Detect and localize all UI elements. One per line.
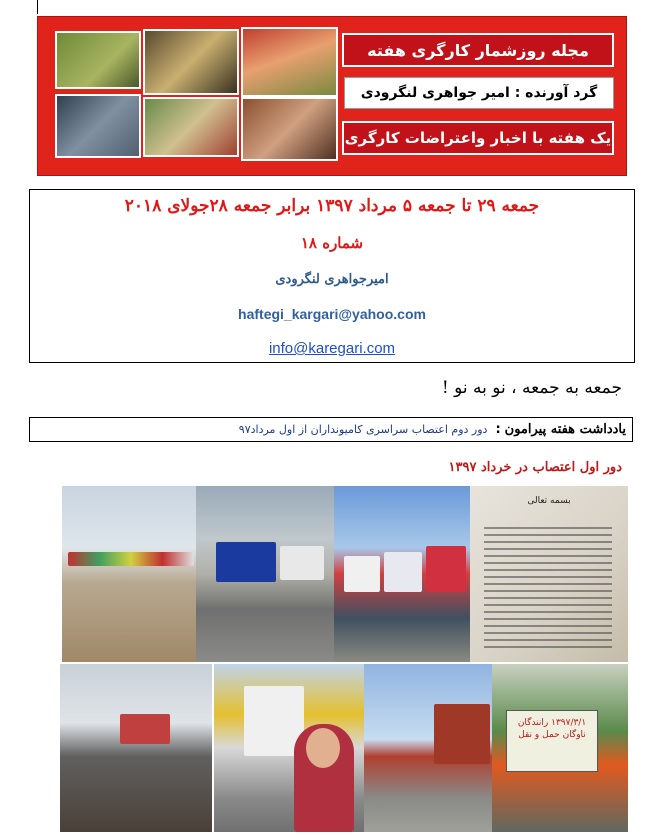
blue-truck-shape: [216, 542, 276, 582]
photo-woman-near-trucks: [214, 664, 364, 832]
issue-info-box: [29, 189, 635, 363]
banner-compiler: گرد آورنده : امیر جواهری لنگرودی: [344, 77, 614, 109]
truck-row-shape: [68, 552, 194, 566]
red-trailer-shape: [434, 704, 490, 764]
protest-banner: ۱۳۹۷/۳/۱ رانندگان ناوگان حمل و نقل: [506, 710, 598, 772]
photo-truckers-gathering: [334, 486, 470, 662]
date-line: جمعه ۲۹ تا جمعه ۵ مرداد ۱۳۹۷ برابر جمعه ۲۸جولای ۲۰۱۸: [124, 196, 540, 216]
banner-title: مجله روزشمار کارگری هفته: [342, 33, 614, 67]
note-colon: :: [495, 422, 501, 437]
email-link-karegari[interactable]: info@karegari.com: [268, 340, 396, 357]
document-text-lines: [484, 522, 612, 653]
banner-photo-market-vendor: [143, 97, 239, 157]
photo-truckers-crowd: [60, 664, 212, 832]
banner-photo-crop-field: [143, 29, 239, 95]
white-truck-shape: [280, 546, 324, 580]
email-link-yahoo[interactable]: haftegi_kargari@yahoo.com: [238, 306, 426, 322]
slogan: جمعه به جمعه ، نو به نو !: [441, 378, 622, 398]
top-rule: [37, 0, 38, 14]
red-truck-shape: [120, 714, 170, 744]
red-cab-shape: [426, 546, 466, 592]
photos-caption: دور اول اعتصاب در خرداد ۱۳۹۷: [448, 460, 622, 475]
document-title: بسمه تعالی: [527, 496, 571, 506]
photo-dal-truck-mountain: [196, 486, 334, 662]
banner-photo-woman-harvest: [241, 27, 338, 97]
banner-photo-farm-workers: [55, 31, 141, 89]
white-cab-shape: [344, 556, 380, 592]
note-text: دور دوم اعتصاب سراسری کامیونداران از اول مرداد۹۷: [238, 423, 488, 436]
author-name: امیرجواهری لنگرودی: [275, 272, 389, 287]
weekly-note-box: [29, 417, 633, 442]
photo-trucks-roadside: [62, 486, 196, 662]
issue-number: شماره ۱۸: [300, 234, 364, 252]
photo-parked-trucks-road: [364, 664, 492, 832]
banner-photo-sorting-workers: [241, 97, 338, 161]
white-cab-shape-2: [384, 552, 422, 592]
note-label: یادداشت هفته پیرامون: [504, 422, 626, 437]
woman-face: [306, 728, 340, 768]
magazine-banner: [37, 16, 627, 176]
photo-truck-with-banner: [492, 664, 628, 832]
banner-photo-factory-workers: [55, 94, 141, 158]
photo-strike-statement-document: [470, 486, 628, 662]
banner-subtitle: یک هفته با اخبار واعتراضات کارگری: [342, 121, 614, 155]
